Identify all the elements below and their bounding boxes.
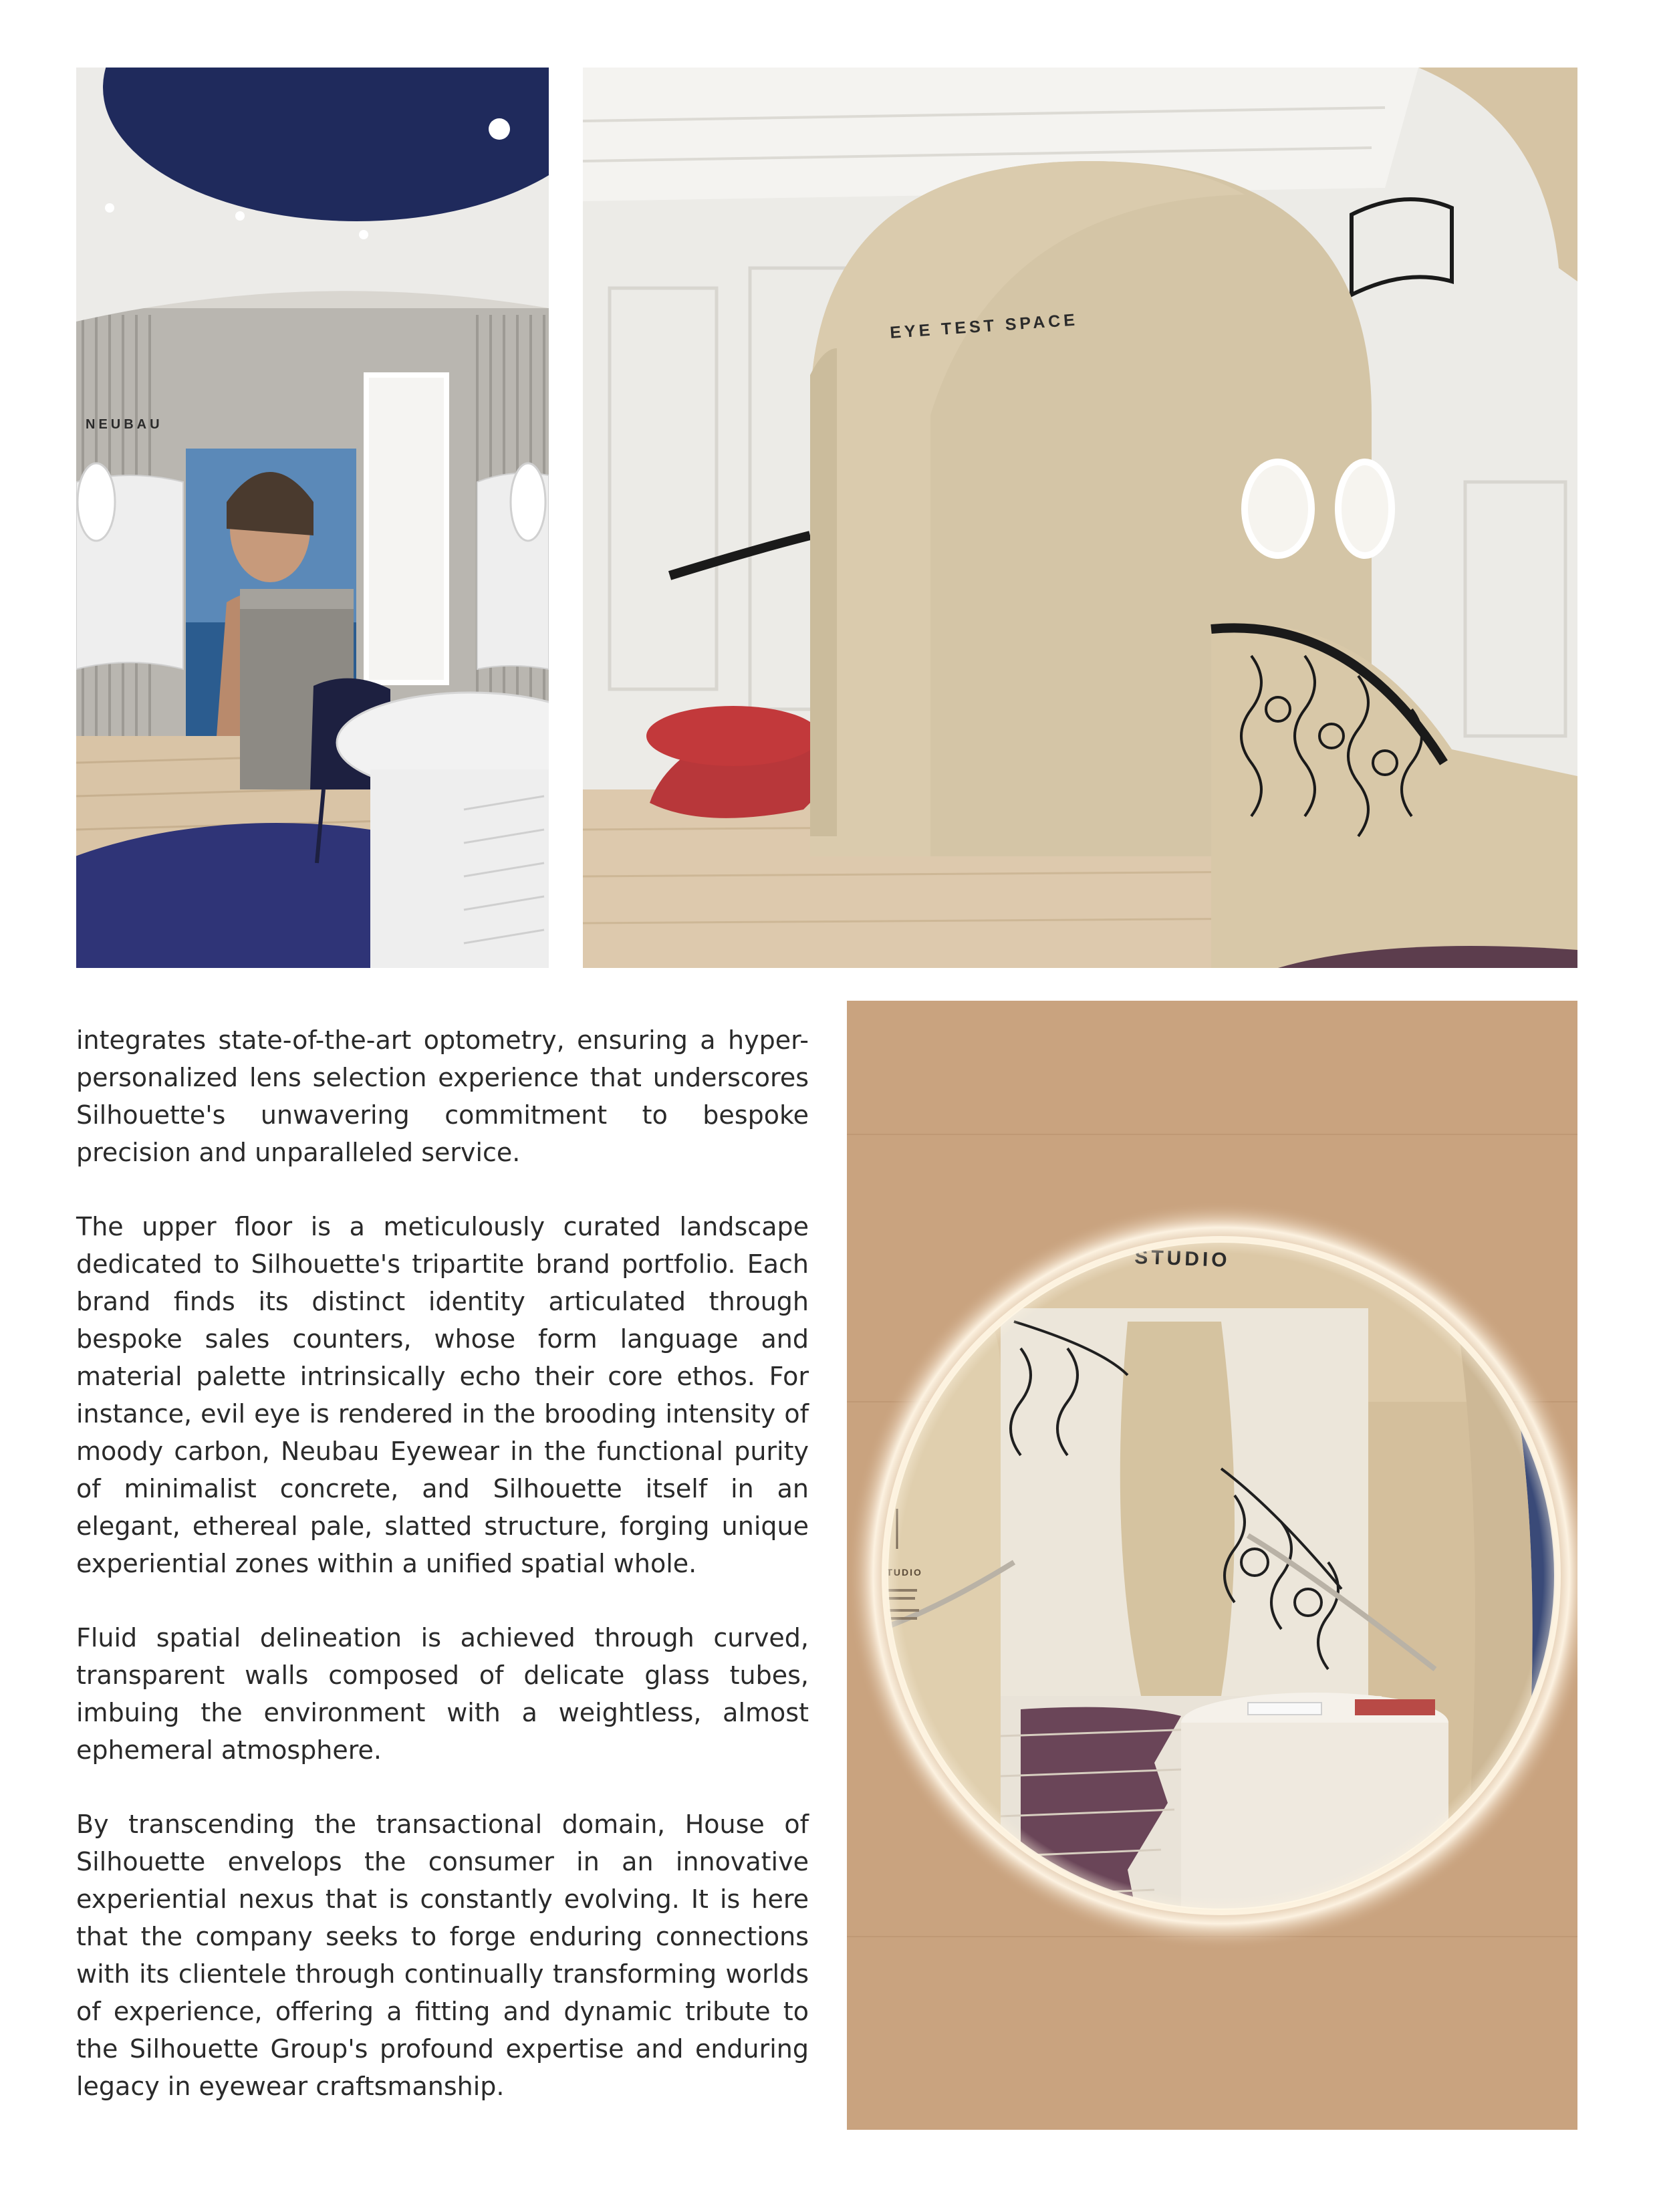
- eye-test-space-photo: [583, 68, 1577, 968]
- body-paragraph-1: integrates state-of-the-art optometry, ensuring a hyper-personalized lens selection experience that underscores Silhouette's unwavering commitment to bespoke precision and unparalleled service.: [76, 1025, 809, 1167]
- eye-test-illustration: [583, 68, 1577, 968]
- body-paragraph-4: By transcending the transactional domain, House of Silhouette envelops the consumer in an innovative experiential nexus that is constantly evolving. It is here that the company seeks to forge enduring connections with its clientele through continually transforming worlds of experience, offering a fitting and dynamic tribute to the Silhouette Group's profound expertise and enduring legacy in eyewear craftsmanship.: [76, 1810, 809, 2101]
- studio-illustration: [847, 1001, 1577, 2130]
- body-paragraph-3: Fluid spatial delineation is achieved through curved, transparent walls composed of delicate glass tubes, imbuing the environment with a weightless, almost ephemeral atmosphere.: [76, 1623, 809, 1765]
- neubau-sign: NEUBAU: [86, 417, 163, 432]
- store-interior-illustration: [76, 68, 549, 968]
- studio-photo: [847, 1001, 1577, 2130]
- article-body: [76, 1021, 809, 2142]
- eye-test-space-sign: EYE TEST SPACE: [889, 310, 1079, 342]
- body-paragraph-2: The upper floor is a meticulously curated landscape dedicated to Silhouette's tripartite brand portfolio. Each brand finds its distinct identity articulated through bespoke sales counters, whose form language and material palette intrinsically echo their core ethos. For instance, evil eye is rendered in the brooding intensity of moody carbon, Neubau Eyewear in the functional purity of minimalist concrete, and Silhouette itself in an elegant, ethereal pale, slatted structure, forging unique experiential zones within a unified spatial whole.: [76, 1212, 809, 1578]
- store-interior-photo: [76, 68, 549, 968]
